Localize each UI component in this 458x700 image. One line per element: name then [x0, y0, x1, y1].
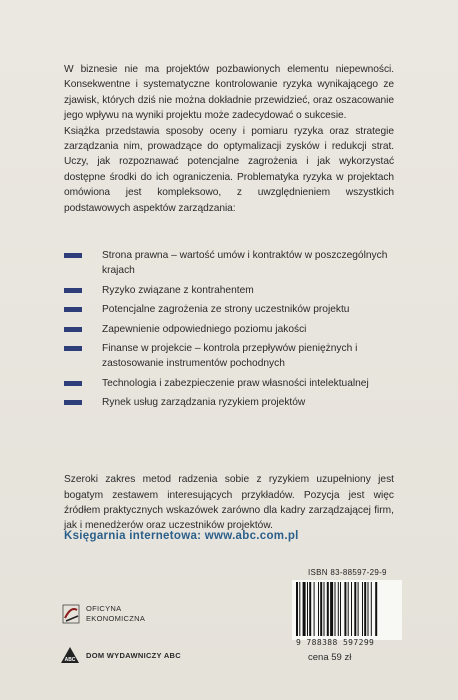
- list-item: [64, 341, 394, 372]
- bullet-bar-icon: [64, 253, 82, 258]
- publisher-logo-abc: [60, 646, 181, 664]
- bullet-bar-icon: [64, 327, 82, 332]
- price-label: cena 59 zł: [308, 652, 352, 663]
- bullet-bar-icon: [64, 288, 82, 293]
- list-item-text: Finanse w projekcie – kontrola przepływów pieniężnych i zastosowanie instrumentów pochodnych: [102, 343, 358, 370]
- list-item: [64, 322, 394, 337]
- barcode-icon: [292, 580, 402, 640]
- abc-logo-mark: ABC: [64, 657, 76, 663]
- list-item-text: Potencjalne zagrożenia ze strony uczestników projektu: [102, 304, 350, 316]
- oficyna-logo-icon: [62, 604, 80, 624]
- isbn-label: ISBN 83-88597-29-9: [308, 568, 387, 577]
- publisher-name: DOM WYDAWNICZY ABC: [86, 650, 181, 660]
- list-item: [64, 395, 394, 410]
- barcode-number: 9 788388 597299: [296, 638, 375, 647]
- intro-text: [64, 62, 394, 216]
- list-item-text: Strona prawna – wartość umów i kontraktów w poszczególnych krajach: [102, 250, 388, 277]
- list-item-text: Technologia i zabezpieczenie praw własności intelektualnej: [102, 377, 369, 389]
- bullet-bar-icon: [64, 400, 82, 405]
- list-item: [64, 248, 394, 279]
- aspects-list: [64, 248, 394, 415]
- bullet-bar-icon: [64, 307, 82, 312]
- bullet-bar-icon: [64, 381, 82, 386]
- publisher-name-line-1: OFICYNA: [86, 604, 122, 613]
- list-item: [64, 302, 394, 317]
- list-item: [64, 376, 394, 391]
- list-item-text: Zapewnienie odpowiedniego poziomu jakości: [102, 323, 307, 335]
- intro-paragraph-2: Książka przedstawia sposoby oceny i pomiaru ryzyka oraz strategie zarządzania nim, prowadzące do optymalizacji zysków i redukcji strat. Uczy, jak rozpoznawać potencjalne zagrożenia i jak wykorzystać dostępne środki do ich ograniczenia. Problematyka ryzyka w projektach omówiona jest kompleksowo, z uwzględnieniem wszystkich podstawowych aspektów zarządzania:: [64, 125, 394, 214]
- abc-logo-icon: [60, 646, 80, 664]
- closing-paragraph: Szeroki zakres metod radzenia sobie z ryzykiem uzupełniony jest bogatym zestawem interesujących przykładów. Pozycja jest więc źródłem praktycznych wskazówek zarówno dla kadry zarządzającej firm, jak i menedżerów oraz uczestników projektów.: [64, 474, 394, 532]
- bullet-bar-icon: [64, 346, 82, 351]
- intro-paragraph-1: W biznesie nie ma projektów pozbawionych elementu niepewności. Konsekwentne i systematyczne kontrolowanie ryzyka wynikającego ze zjawisk, których dziś nie można dokładnie przewidzieć, oraz oszacowanie jego wpływu na wyniki projektu może zadecydować o sukcesie.: [64, 64, 394, 122]
- list-item-text: Ryzyko związane z kontrahentem: [102, 284, 254, 296]
- list-item-text: Rynek usług zarządzania ryzykiem projektów: [102, 397, 306, 409]
- publisher-logo-oficyna: [62, 604, 145, 624]
- list-item: [64, 283, 394, 298]
- bookstore-link[interactable]: Księgarnia internetowa: www.abc.com.pl: [64, 530, 299, 542]
- publisher-name-line-2: EKONOMICZNA: [86, 614, 146, 623]
